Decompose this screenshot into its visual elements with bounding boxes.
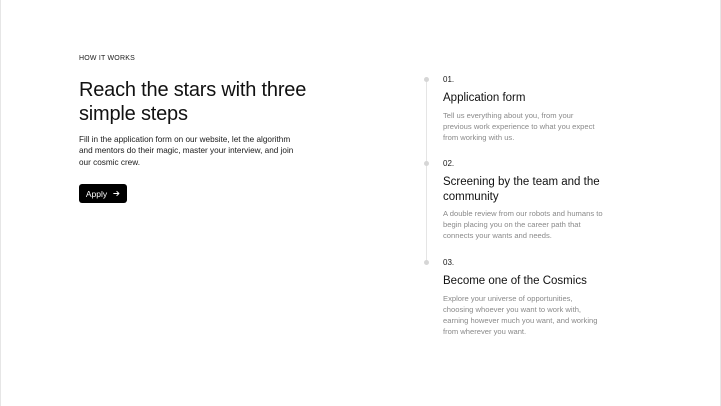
intro-section xyxy=(79,54,319,168)
step-1 xyxy=(443,75,603,143)
arrow-right-icon xyxy=(113,190,120,197)
step-3-title: Become one of the Cosmics xyxy=(443,275,587,287)
section-description: Fill in the application form on our website, let the algorithm and mentors do their magic, master your interview, and join our cosmic crew. xyxy=(79,135,294,167)
step-2 xyxy=(443,159,603,241)
apply-button-label: Apply xyxy=(85,188,108,199)
step-1-number: 01. xyxy=(443,75,455,84)
step-3-description: Explore your universe of opportunities, choosing whoever you want to work with, earning however much you want, and working from wherever you want. xyxy=(443,293,598,336)
step-1-title: Application form xyxy=(443,92,526,104)
timeline-dot-3 xyxy=(424,260,429,265)
step-2-description: A double review from our robots and humans to begin placing you on the career path that connects your wants and needs. xyxy=(443,209,603,240)
timeline-dot-2 xyxy=(424,161,429,166)
step-3 xyxy=(443,258,603,337)
step-2-title: Screening by the team and the community xyxy=(443,176,600,203)
step-1-description: Tell us everything about you, from your previous work experience to what you expect from working with us. xyxy=(443,110,595,142)
section-title: Reach the stars with three simple steps xyxy=(79,79,307,125)
step-3-number: 03. xyxy=(443,258,455,267)
section-eyebrow: HOW IT WORKS xyxy=(79,55,135,62)
timeline-dot-1 xyxy=(424,77,429,82)
steps-timeline-line xyxy=(426,79,427,264)
apply-button[interactable] xyxy=(79,184,127,203)
step-2-number: 02. xyxy=(443,159,455,168)
